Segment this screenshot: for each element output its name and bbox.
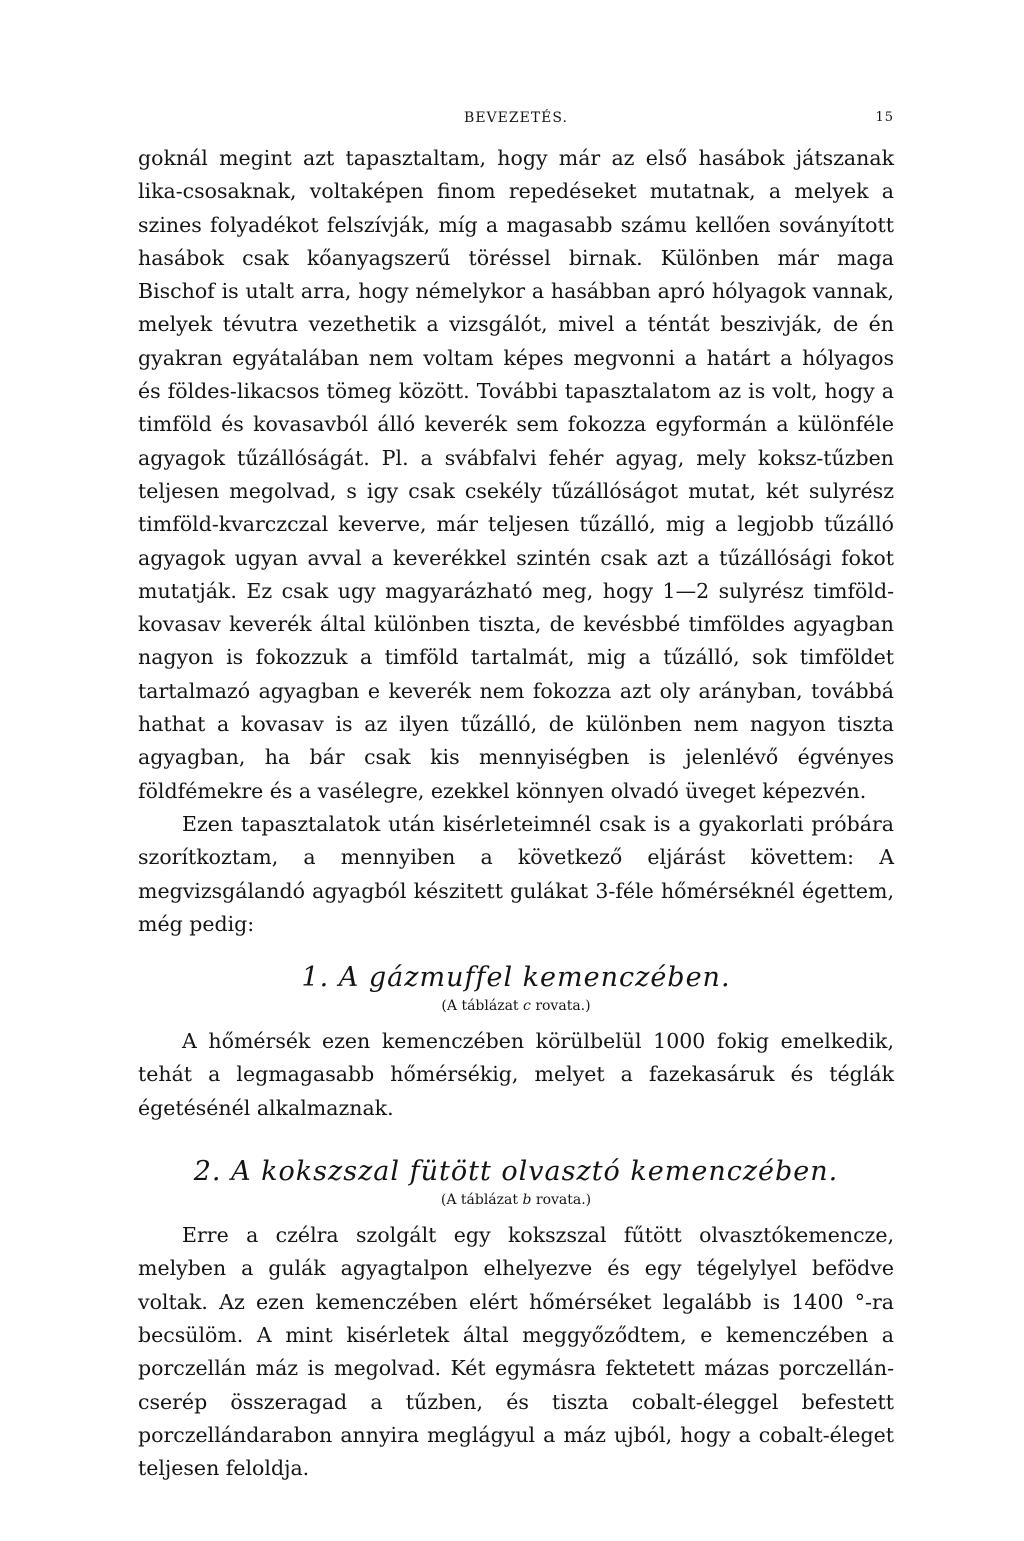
section-heading-coke-furnace: 2. A kokszszal fütött olvasztó kemenczében. <box>193 1156 839 1188</box>
paragraph-method: Ezen tapasztalatok után kisérleteimnél csak is a gyakorlati próbára szorítkoztam, a mennyiben a következő eljárást követtem: A megvizsgálandó agyagból készitett gulákat 3-féle hőmérséknél égettem, még pedig: <box>138 811 894 936</box>
note-suffix: rovata.) <box>535 1192 592 1209</box>
page-number: 15 <box>875 110 894 125</box>
paragraph-coke-furnace: Erre a czélra szolgált egy kokszszal fűtött olvasztókemencze, melyben a gulák agyagtalpon elhelyezve és egy tégelylyel befödve voltak. Az ezen kemenczében elért hőmérséket legalább is 1400 °-ra becsülöm. A mint kisérletek által meggyőződtem, e kemenczében a porczellán máz is megolvad. Két egymásra fektetett mázas porczellán-cserép összeragad a tűzben, és tiszta cobalt-éleggel befestett porczellándarabon annyira meglágyul a máz ujból, hogy a cobalt-éleget teljesen feloldja. <box>138 1223 894 1481</box>
paragraph-continued: goknál megint azt tapasztaltam, hogy már az első hasábok játszanak lika-csosaknak, voltaképen finom repedéseket mutatnak, a melyek a szines folyadékot felszívják, míg a magasabb számu kellően soványított hasábok csak kőanyagszerű töréssel birnak. Különben már maga Bischof is utalt arra, hogy némelykor a hasábban apró hólyagok vannak, melyek tévutra vezethetik a vizsgálót, mivel a téntát beszivják, de én gyakran egyátalában nem voltam képes megvonni a határt a hólyagos és földes-likacsos tömeg között. További tapasztalatom az is volt, hogy a timföld és kovasavból álló keverék sem fokozza egyformán a különféle agyagok tűzállóságát. Pl. a svábfalvi fehér agyag, mely koksz-tűzben teljesen megolvad, s igy csak csekély tűzállóságot mutat, két sulyrész timföld-kvarczczal keverve, már teljesen tűzálló, mig a legjobb tűzálló agyagok ugyan avval a keverékkel szintén csak azt a tűzállósági fokot mutatják. Ez csak ugy magyarázható meg, hogy 1—2 sulyrész timföld-kovasav keverék által különben tiszta, de kevésbbé timföldes agyagban nagyon is fokozzuk a timföld tartalmát, mig a tűzálló, sok timföldet tartalmazó agyagban e keverék nem fokozza azt oly arányban, továbbá hathat a kovasav is az ilyen tűzálló, de különben nem nagyon tiszta agyagban, ha bár csak kis mennyiségben is jelenlévő égvényes földfémekre és a vasélegre, ezekkel könnyen olvadó üveget képezvén. <box>138 146 894 803</box>
book-page <box>138 104 894 1485</box>
note-column-letter: b <box>522 1192 532 1209</box>
section-table-note <box>138 1189 894 1211</box>
section-table-note <box>138 995 894 1017</box>
note-column-letter: c <box>523 998 531 1015</box>
running-header <box>138 104 894 134</box>
note-suffix: rovata.) <box>535 998 591 1015</box>
paragraph-gas-muffle: A hőmérsék ezen kemenczében körülbelül 1000 fokig emelkedik, tehát a legmagasabb hőmérsékig, melyet a fazekasáruk és téglák égetésénél alkalmaznak. <box>138 1029 894 1120</box>
section-heading-gas-muffle: 1. A gázmuffel kemenczében. <box>301 962 731 994</box>
note-prefix: (A táblázat <box>441 998 519 1015</box>
running-title: BEVEZETÉS. <box>464 110 568 126</box>
note-prefix: (A táblázat <box>440 1192 518 1209</box>
